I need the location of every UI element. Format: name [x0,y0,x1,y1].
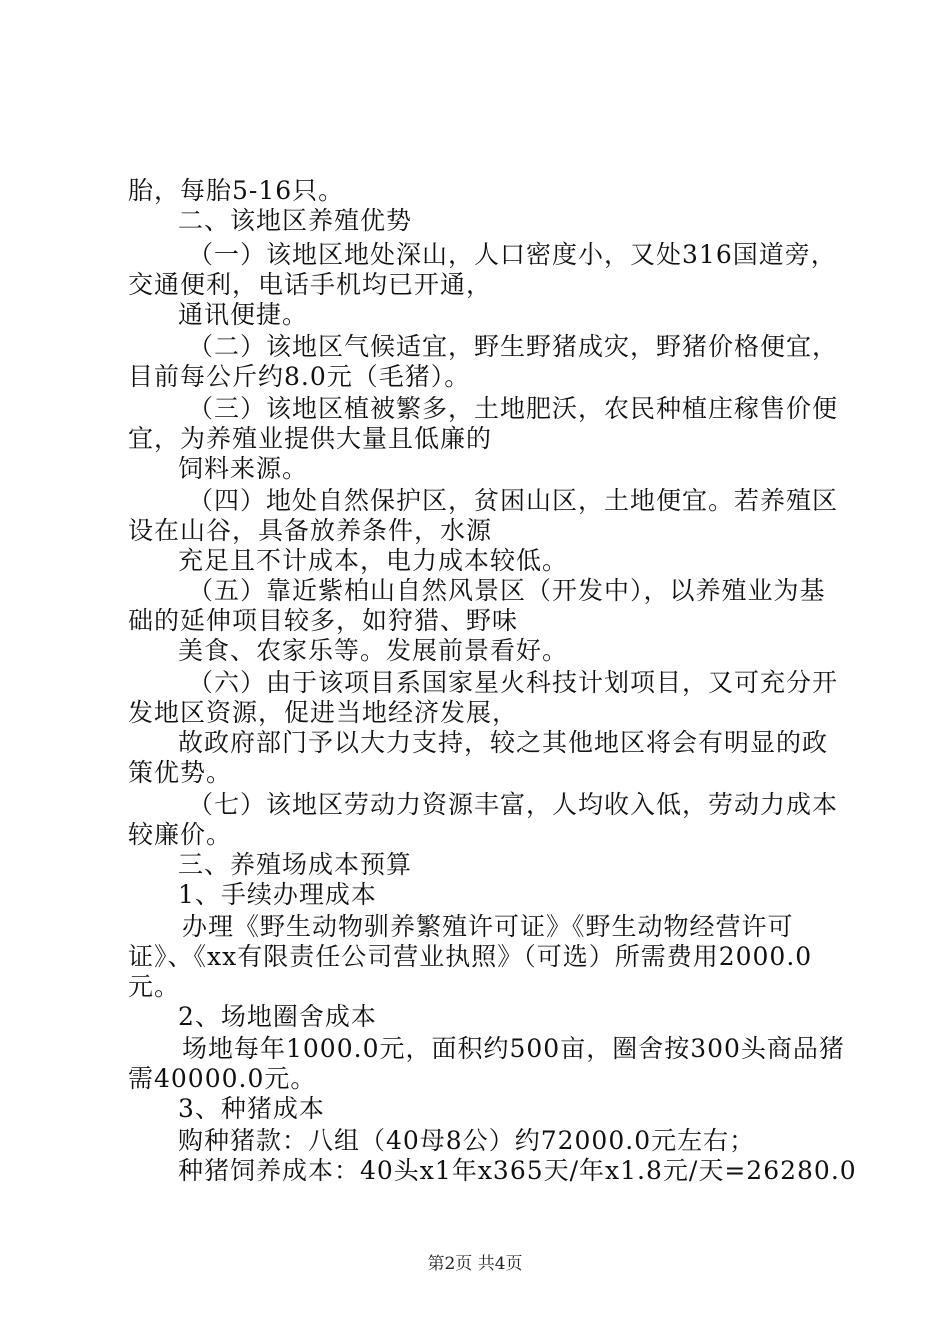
text-line: 通讯便捷。 [178,300,309,329]
text-line: 美食、农家乐等。发展前景看好。 [178,636,569,665]
text-line: 办理《野生动物驯养繁殖许可证》《野生动物经营许可 [182,912,794,941]
subsection-heading: 3、种猪成本 [178,1094,325,1123]
text-line: 种猪饲养成本：40头x1年x365天/年x1.8元/天=26280.0 [178,1156,857,1185]
text-line: 证》、《xx有限责任公司营业执照》（可选）所需费用2000.0 [128,942,813,971]
text-line: 故政府部门予以大力支持，较之其他地区将会有明显的政 [178,728,829,757]
text-line: 充足且不计成本，电力成本较低。 [178,546,569,575]
text-line: （五）靠近紫柏山自然风景区（开发中），以养殖业为基 [188,576,826,605]
text-line: 交通便利，电话手机均已开通， [128,270,493,299]
text-line: 宜，为养殖业提供大量且低廉的 [128,424,493,453]
text-line: （七）该地区劳动力资源丰富，人均收入低，劳动力成本 [188,790,839,819]
text-line: 饲料来源。 [178,454,309,483]
text-line: 目前每公斤约8.0元（毛猪）。 [128,362,471,391]
text-line: 胎，每胎5-16只。 [128,176,345,205]
text-line: 购种猪款：八组（40母8公）约72000.0元左右； [178,1126,756,1155]
text-line: 础的延伸项目较多，如狩猎、野味 [128,606,519,635]
text-line: 较廉价。 [128,820,233,849]
subsection-heading: 1、手续办理成本 [178,880,377,909]
text-line: 元。 [128,972,181,1001]
section-heading: 二、该地区养殖优势 [178,206,413,235]
text-line: （一）该地区地处深山，人口密度小，又处316国道旁， [188,240,837,269]
text-line: （六）由于该项目系国家星火科技计划项目，又可充分开 [188,668,839,697]
section-heading: 三、养殖场成本预算 [178,850,413,879]
text-line: 场地每年1000.0元，面积约500亩，圈舍按300头商品猪 [182,1034,845,1063]
text-line: （二）该地区气候适宜，野生野猪成灾，野猪价格便宜， [188,332,839,361]
subsection-heading: 2、场地圈舍成本 [178,1002,377,1031]
text-line: 发地区资源，促进当地经济发展， [128,698,519,727]
text-line: 需40000.0元。 [128,1064,317,1093]
text-line: （四）地处自然保护区，贫困山区，土地便宜。若养殖区 [188,486,839,515]
text-line: 设在山谷，具备放养条件，水源 [128,516,493,545]
text-line: （三）该地区植被繁多，土地肥沃，农民种植庄稼售价便 [188,394,839,423]
page-number-footer: 第2页 共4页 [427,1254,523,1274]
text-line: 策优势。 [128,758,233,787]
